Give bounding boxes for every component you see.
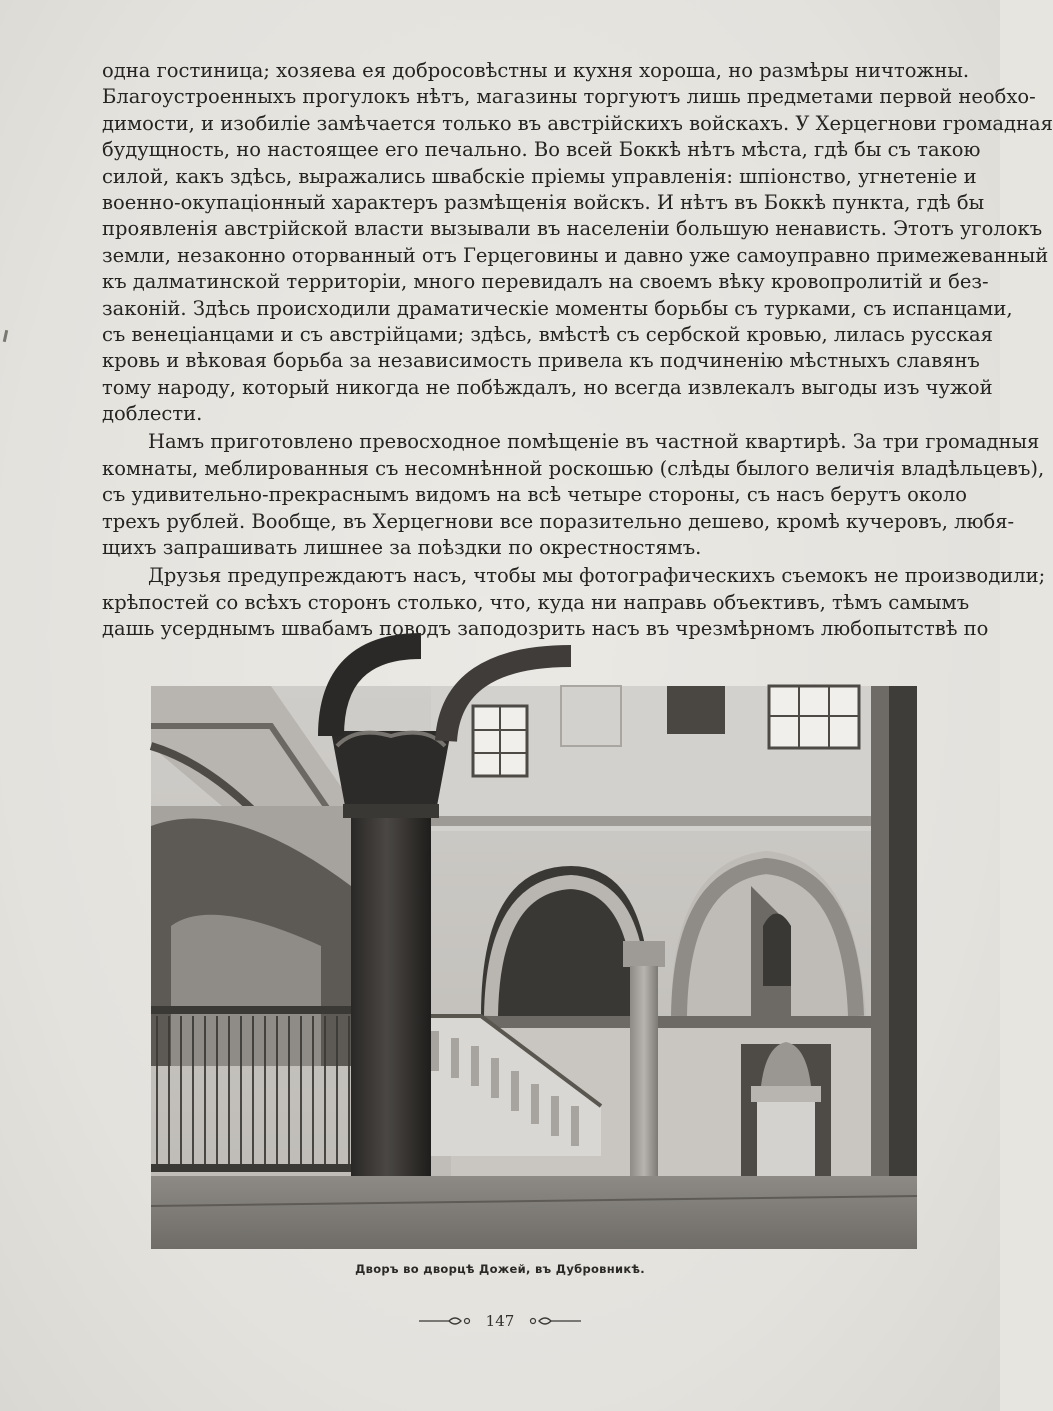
text-line: къ далматинской территоріи, много перевидалъ на своемъ вѣку кровопролитій и без- — [102, 270, 989, 294]
page-footer — [0, 1311, 1000, 1330]
text-line: съ удивительно-прекраснымъ видомъ на всѣ четыре стороны, съ насъ берутъ около — [102, 483, 967, 507]
courtyard-illustration — [151, 686, 917, 1249]
text-line: Намъ приготовлено превосходное помѣщеніе въ частной квартирѣ. За три громадныя — [148, 430, 1040, 454]
text-line: комнаты, меблированныя съ несомнѣнной роскошью (слѣды былого величія владѣльцевъ), — [102, 456, 1045, 480]
text-line: тому народу, который никогда не побѣждалъ, но всегда извлекалъ выгоды изъ чужой — [102, 375, 993, 399]
right-ornament-icon — [525, 1314, 581, 1328]
text-line: съ венеціанцами и съ австрійцами; здѣсь, вмѣстѣ съ сербской кровью, лилась русская — [102, 322, 993, 346]
text-line: трехъ рублей. Вообще, въ Херцегнови все поразительно дешево, кромѣ кучеровъ, любя- — [102, 509, 1015, 533]
text-line: щихъ запрашивать лишнее за поѣздки по окрестностямъ. — [102, 536, 702, 560]
text-line: доблести. — [102, 402, 203, 426]
text-line: Благоустроенныхъ прогулокъ нѣтъ, магазины торгуютъ лишь предметами первой необхо- — [102, 85, 1036, 109]
left-ornament-icon — [419, 1314, 475, 1328]
paragraph-3 — [102, 563, 1046, 642]
text-line: силой, какъ здѣсь, выражались швабскіе пріемы управленія: шпіонство, угнетеніе и — [102, 164, 977, 188]
text-line: дашь усерднымъ швабамъ поводъ заподозрить насъ въ чрезмѣрномъ любопытствѣ по — [102, 617, 989, 641]
statue — [741, 1042, 831, 1184]
margin-mark — [3, 330, 8, 342]
text-line: проявленія австрійской власти вызывали въ населеніи большую ненависть. Этотъ уголокъ — [102, 217, 1043, 241]
figure-caption: Дворъ во дворцѣ Дожей, въ Дубровникѣ. — [355, 1262, 645, 1276]
paragraph-1 — [102, 58, 1053, 427]
text-line: земли, незаконно оторванный отъ Герцеговины и давно уже самоуправно примежеванный — [102, 243, 1049, 267]
text-line: будущность, но настоящее его печально. Во всей Боккѣ нѣтъ мѣста, гдѣ бы съ такою — [102, 138, 981, 162]
paragraph-2 — [102, 429, 1045, 561]
text-line: одна гостиница; хозяева ея добросовѣстны и кухня хороша, но размѣры ничтожны. — [102, 59, 970, 82]
text-line: димости, и изобиліе замѣчается только въ австрійскихъ войскахъ. У Херцегнови громадная — [102, 111, 1053, 135]
text-line: крѣпостей со всѣхъ сторонъ столько, что, куда ни направь объективъ, тѣмъ самымъ — [102, 590, 970, 614]
courtyard-photograph — [151, 686, 917, 1249]
text-line: законій. Здѣсь происходили драматическіе моменты борьбы съ турками, съ испанцами, — [102, 296, 1013, 320]
page-number: 147 — [485, 1312, 515, 1330]
text-line: военно-окупаціонный характеръ размѣщенія войскъ. И нѣтъ въ Боккѣ пункта, гдѣ бы — [102, 190, 985, 214]
body-text — [102, 58, 1053, 643]
text-line: Друзья предупреждаютъ насъ, чтобы мы фотографическихъ съемокъ не производили; — [148, 564, 1046, 588]
text-line: кровь и вѣковая борьба за независимость привела къ подчиненію мѣстныхъ славянъ — [102, 349, 980, 373]
